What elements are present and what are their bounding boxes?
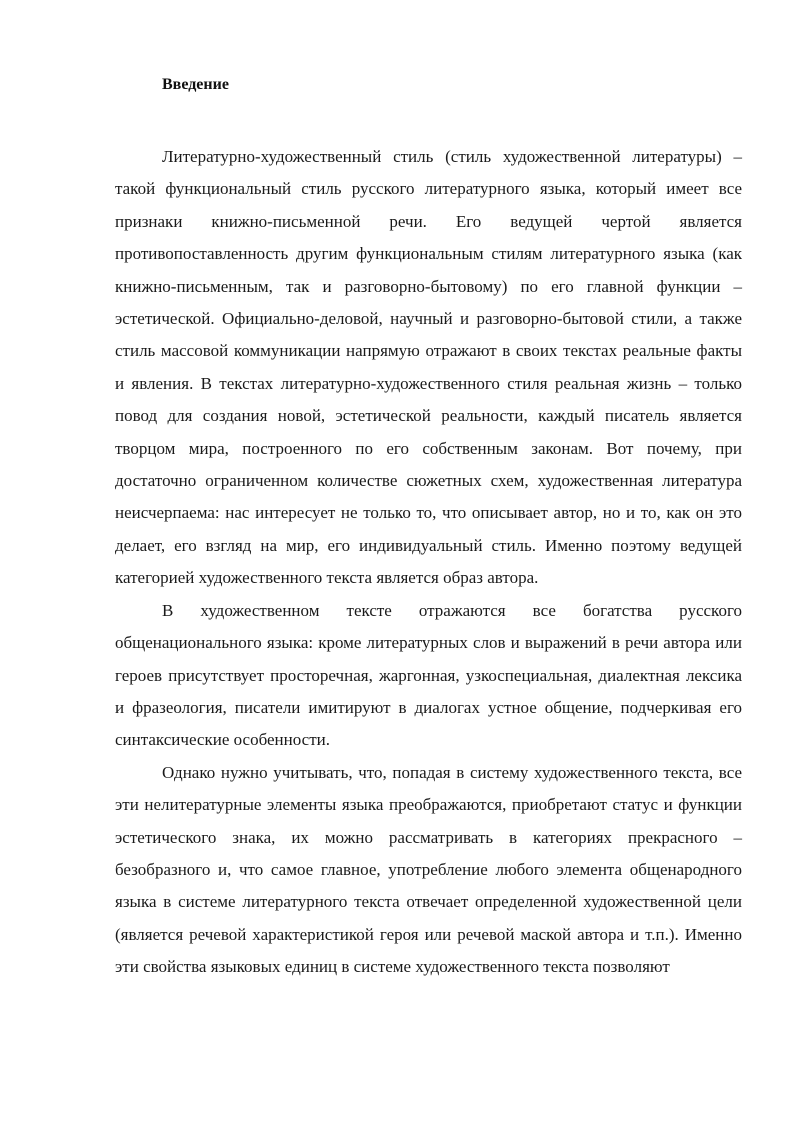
body-text bbox=[115, 141, 742, 984]
paragraph-3: Однако нужно учитывать, что, попадая в систему художественного текста, все эти нелитературные элементы языка преображаются, приобретают статус и функции эстетического знака, их можно рассматривать в категориях прекрасного – безобразного и, что самое главное, употребление любого элемента общенародного языка в системе литературного текста отвечает определенной художественной цели (является речевой характеристикой героя или речевой маской автора и т.п.). Именно эти свойства языковых единиц в системе художественного текста позволяют bbox=[115, 762, 742, 977]
paragraph-2: В художественном тексте отражаются все богатства русского общенационального языка: кроме литературных слов и выражений в речи автора или героев присутствует просторечная, жаргонная, узкоспециальная, диалектная лексика и фразеология, писатели имитируют в диалогах устное общение, подчеркивая его синтаксические особенности. bbox=[115, 600, 742, 750]
section-heading: Введение bbox=[162, 76, 229, 93]
paragraph-1: Литературно-художественный стиль (стиль художественной литературы) – такой функциональный стиль русского литературного языка, который имеет все признаки книжно-письменной речи. Его ведущей чертой является противопоставленность другим функциональным стилям литературного языка (как книжно-письменным, так и разговорно-бытовому) по его главной функции – эстетической. Официально-деловой, научный и разговорно-бытовой стили, а также стиль массовой коммуникации напрямую отражают в своих текстах реальные факты и явления. В текстах литературно-художественного стиля реальная жизнь – только повод для создания новой, эстетической реальности, каждый писатель является творцом мира, построенного по его собственным законам. Вот почему, при достаточно ограниченном количестве сюжетных схем, художественная литература неисчерпаема: нас интересует не только то, что описывает автор, но и то, как он это делает, его взгляд на мир, его индивидуальный стиль. Именно поэтому ведущей категорией художественного текста является образ автора. bbox=[115, 147, 742, 588]
